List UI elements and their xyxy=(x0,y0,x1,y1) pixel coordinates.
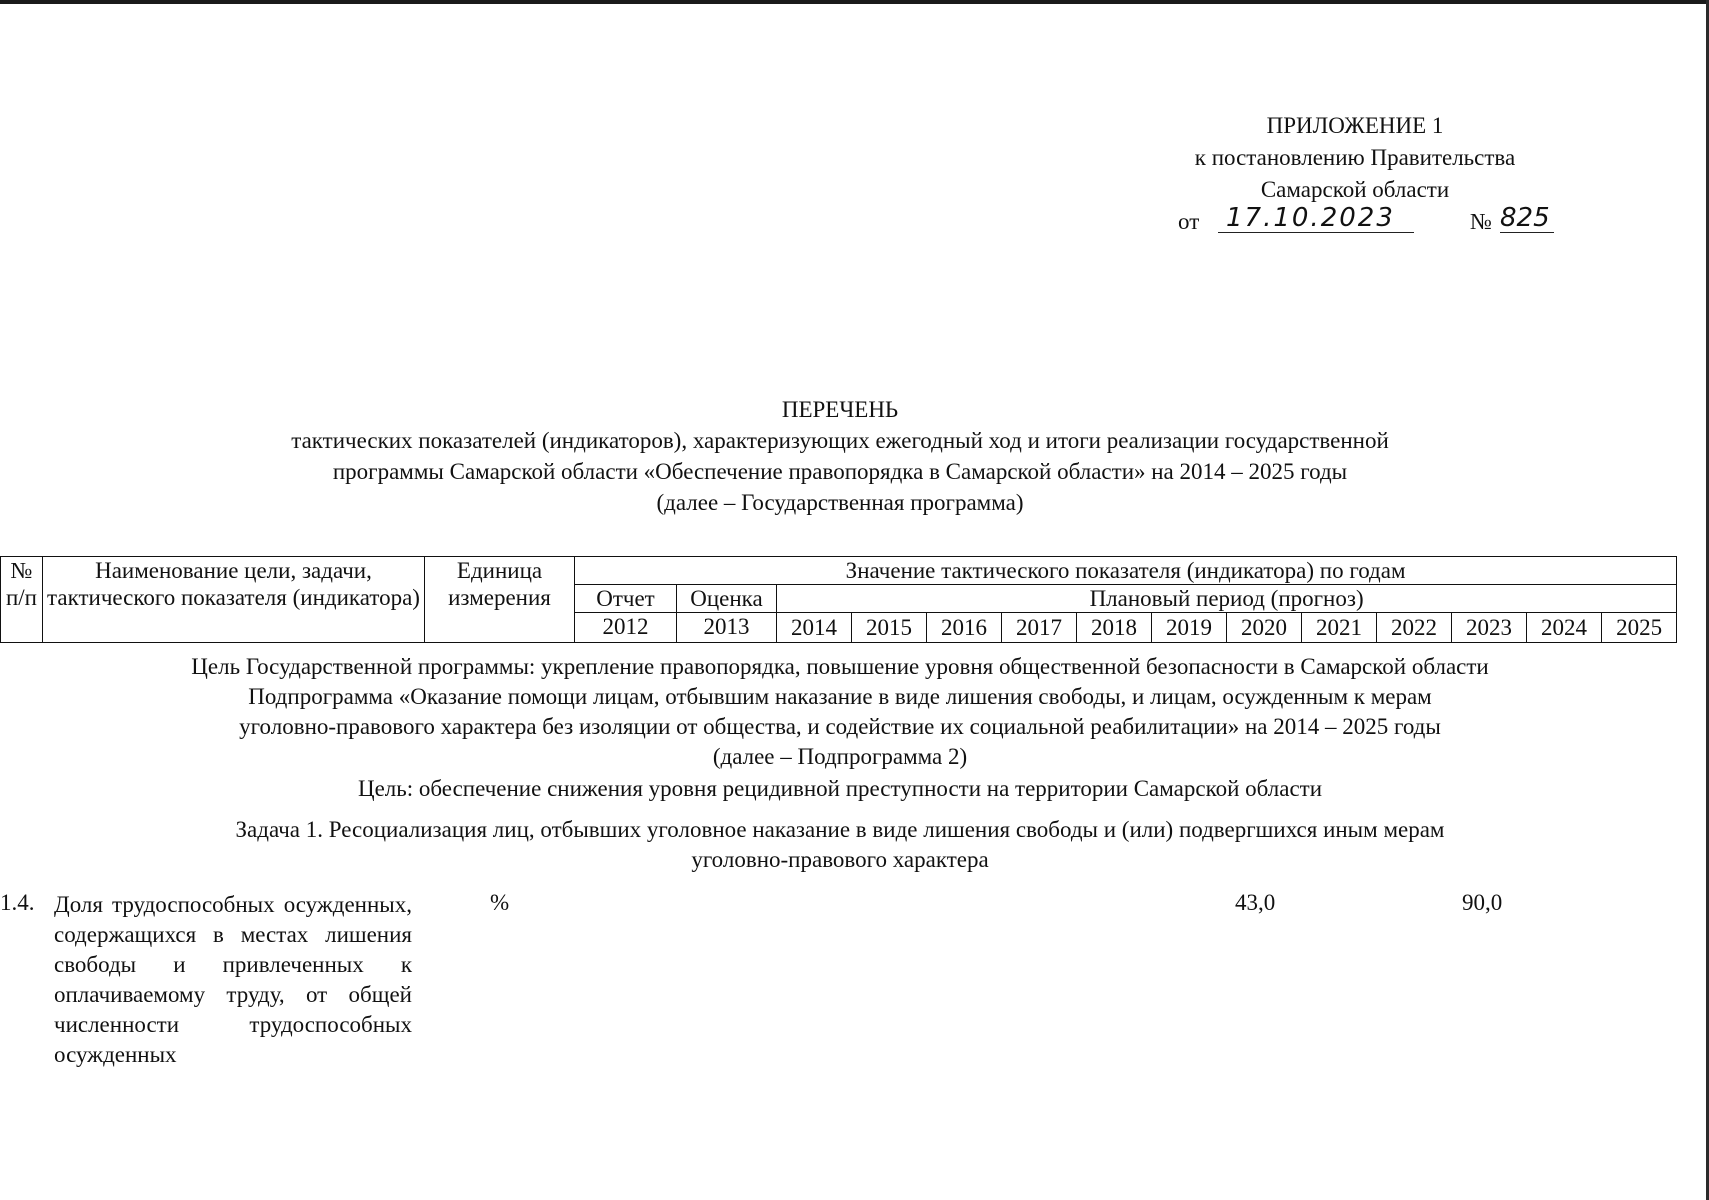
handwritten-number: 825 xyxy=(1500,202,1554,233)
subprogram-line-1: Подпрограмма «Оказание помощи лицам, отбывшим наказание в виде лишения свободы, и лицам, осужденным к мерам xyxy=(248,684,1432,709)
header-year: 2018 xyxy=(1077,613,1152,643)
task-title xyxy=(0,815,1680,875)
header-year: 2014 xyxy=(777,613,852,643)
appendix-line-1: к постановлению Правительства xyxy=(1194,145,1516,170)
row-value-2020: 43,0 xyxy=(1235,890,1276,915)
subprogram-goal: Цель: обеспечение снижения уровня рецидивной преступности на территории Самарской области xyxy=(357,776,1323,801)
page-top-border xyxy=(0,0,1709,4)
header-year: 2020 xyxy=(1227,613,1302,643)
header-year: 2025 xyxy=(1602,613,1677,643)
subprogram-line-3: (далее – Подпрограмма 2) xyxy=(712,744,968,769)
header-year: 2015 xyxy=(852,613,927,643)
header-col-estimate: Оценка xyxy=(677,585,777,613)
appendix-signature-row xyxy=(1140,203,1570,240)
indicators-table-header xyxy=(0,556,1677,643)
task-line-2: уголовно-правового характера xyxy=(691,847,989,872)
appendix-block xyxy=(1140,110,1570,240)
document-title xyxy=(0,394,1680,518)
row-value-2023: 90,0 xyxy=(1462,890,1503,915)
header-col-values: Значение тактического показателя (индикатора) по годам xyxy=(575,557,1677,585)
document-subtitle-2: программы Самарской области «Обеспечение правопорядка в Самарской области» на 2014 – 2025 годы xyxy=(332,459,1348,484)
header-year: 2016 xyxy=(927,613,1002,643)
header-estimate-year: 2013 xyxy=(677,613,777,643)
appendix-title: ПРИЛОЖЕНИЕ 1 xyxy=(1266,113,1444,138)
number-prefix: № xyxy=(1470,209,1492,234)
row-unit: % xyxy=(490,890,510,915)
row-number: 1.4. xyxy=(0,890,35,915)
document-subtitle-3: (далее – Государственная программа) xyxy=(656,490,1024,515)
header-year: 2023 xyxy=(1452,613,1527,643)
header-col-report: Отчет xyxy=(575,585,677,613)
header-year: 2017 xyxy=(1002,613,1077,643)
task-line-1: Задача 1. Ресоциализация лиц, отбывших уголовное наказание в виде лишения свободы и (или) подвергшихся иным мерам xyxy=(235,817,1445,842)
document-heading: ПЕРЕЧЕНЬ xyxy=(781,397,899,422)
appendix-line-2: Самарской области xyxy=(1260,177,1450,202)
header-col-unit: Единица измерения xyxy=(425,557,575,643)
row-indicator-name: Доля трудоспособных осужденных, содержащихся в местах лишения свободы и привлеченных к оплачиваемому труду, от общей численности трудоспособных осужденных xyxy=(54,892,412,1067)
header-year: 2022 xyxy=(1377,613,1452,643)
header-col-number: № п/п xyxy=(1,557,43,643)
handwritten-date: 17.10.2023 xyxy=(1218,202,1414,233)
header-year: 2024 xyxy=(1527,613,1602,643)
document-subtitle-1: тактических показателей (индикаторов), характеризующих ежегодный ход и итоги реализации государственной xyxy=(291,428,1389,453)
date-prefix: от xyxy=(1178,209,1200,234)
header-report-year: 2012 xyxy=(575,613,677,643)
header-col-name: Наименование цели, задачи, тактического показателя (индикатора) xyxy=(43,557,425,643)
program-goal: Цель Государственной программы: укрепление правопорядка, повышение уровня общественной безопасности в Самарской области xyxy=(191,654,1489,679)
subprogram-title xyxy=(0,682,1680,772)
subprogram-line-2: уголовно-правового характера без изоляции от общества, и содействие их социальной реабилитации» на 2014 – 2025 годы xyxy=(239,714,1441,739)
header-year: 2021 xyxy=(1302,613,1377,643)
header-year: 2019 xyxy=(1152,613,1227,643)
header-col-plan: Плановый период (прогноз) xyxy=(777,585,1677,613)
